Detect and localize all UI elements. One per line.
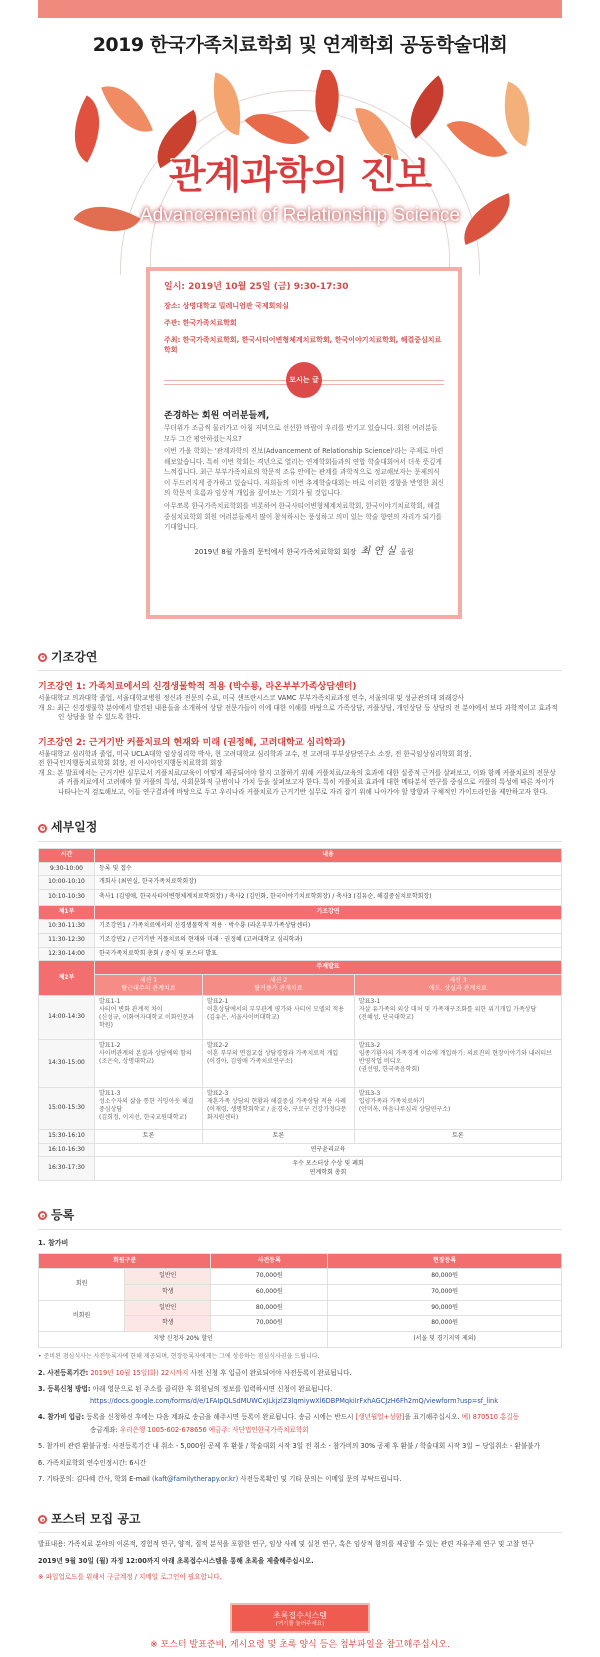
keynote-item xyxy=(38,737,562,798)
keynote-item xyxy=(38,681,562,723)
reg-credit: 6. 가족치료학회 연수인정시간: 6시간 xyxy=(38,1458,147,1467)
keynote-summary: 개 요: 최근 신경생물학 분야에서 발견된 내용들을 소개하여 상담 전문가들이 이에 대한 이해를 바탕으로 가족상담, 커플상담, 개인상담 등 상담의 전 분야에서 보다 과학적이고 효과적인 상담을 할 수 있도록 한다. xyxy=(38,703,558,722)
keynote-bio: 전 한국인지행동치료학회 회장, 전 아시아인지행동치료학회 회장 xyxy=(38,759,223,768)
invitation-card xyxy=(146,267,462,619)
table-row: 학생 70,000원 80,000원 xyxy=(39,1316,562,1332)
event-place: 장소: 상명대학교 밀레니엄관 국제회의실 xyxy=(164,301,289,310)
table-row: 비회원 일반인 80,000원 90,000원 xyxy=(39,1300,562,1316)
registration-form-link[interactable]: https://docs.google.com/forms/d/e/1FAIpQLSdMUWCxJLkjzlZ3lqmiywXl6DBPMqkiIrFxhAGCJzH6Fh2mQ/viewform?usp=sf_link xyxy=(90,1396,499,1405)
invitation-area xyxy=(0,267,600,649)
table-row: 회원 일반인 70,000원 80,000원 xyxy=(39,1269,562,1285)
schedule-head-content: 내용 xyxy=(95,848,562,862)
keynote-title: 기조강연 1: 가족치료에서의 신경생물학적 적용 (박수룡, 라온부부가족상담센터) xyxy=(38,681,357,692)
reg-period: 2. 사전등록기간: 2019년 10월 15일(화) 22시까지 사전 신청 후 입금이 완료되어야 사전등록이 완료됩니다. xyxy=(38,1368,352,1377)
poster-section xyxy=(38,1511,562,1652)
table-row: 11:30-12:30 기조강연2 / 근거기반 커플치료의 현재와 미래 · 권정혜 (고려대학교 심리학과) xyxy=(39,933,562,947)
invitation-divider xyxy=(164,362,444,398)
letter-paragraph: 아무쪼록 한국가족치료학회를 비롯하여 한국사티어변형체계치료학회, 한국이야기치료학회, 해결중심치료학회 회원 여러분들께서 많이 참석하시는 풍성하고 의미 있는 학술 향연의 자리가 되기를 기대합니다. xyxy=(164,502,442,532)
hero-subtitle: Advancement of Relationship Science xyxy=(139,204,461,226)
reg-payment: 4. 참가비 입금: 등록을 신청하신 후에는 다음 계좌로 송금을 해주시면 등록이 완료됩니다. 송금 시에는 반드시 [생년월일+성함]을 표기해주십시오. 예) 870510 홍길동 xyxy=(38,1413,520,1422)
table-row: 지방 신청자 20% 할인 (서울 및 경기지역 제외) xyxy=(39,1332,562,1348)
invitation-greeting: 존경하는 회원 여러분들께, xyxy=(164,411,270,422)
signature-name: 최 연 실 xyxy=(360,545,396,557)
target-icon xyxy=(38,653,47,662)
table-row: 15:00-15:30 발표1-3 성소수자의 삶을 통한 커밍아웃 해결중심상담 (김희정, 이지선, 한국교원대학교) 발표2-3 재혼가족 상담의 현황과 해결중심 가족상담 적용 사례 (이재령, 생명학회학교 / 윤경숙, 구로구 건강가정다문화지원센터) 발표3-3 입양가족과 가족치료하기 (안미옥, 마음나루심리 상담연구소) xyxy=(39,1087,562,1129)
target-icon xyxy=(38,1211,47,1220)
table-row: 10:10-10:30 축사1 (김영애, 한국사티어변형체계치료학회장) / 축사2 (김민화, 한국이야기치료학회장) / 축사3 (김유순, 해결중심치료학회장) xyxy=(39,890,562,906)
table-row: 15:30-16:10 토론 토론 토론 xyxy=(39,1129,562,1143)
reg-refund: 5. 참가비 관련 환불규정: 사전등록기간 내 취소 - 5,000원 공제 후 환불 / 학술대회 시작 3일 전 취소 - 참가비의 30% 공제 후 환불 / 학술대회 시작 3일 ~ 당일취소 - 환불불가 xyxy=(38,1442,540,1451)
letter-paragraph: 무더위가 조금씩 물러가고 아침 저녁으로 선선한 바람이 우리를 반기고 있습니다. 회원 여러분들 모두 그간 평안하셨는지요? xyxy=(164,424,438,443)
keynote-heading: 기조강연 xyxy=(38,649,562,671)
invitation-badge: 모시는 글 xyxy=(286,362,322,398)
page-title: 2019 한국가족치료학회 및 연계학회 공동학술대회 xyxy=(92,34,508,56)
hero-banner xyxy=(0,70,600,275)
keynote-bio: 서울대학교 의과대학 졸업, 서울대학교병원 정신과 전문의 수료, 미국 샌프란시스코 VAMC 부부가족치료과정 연수, 서울의대 및 성균관의대 외래강사 xyxy=(38,693,465,702)
table-row: 9:30-10:00 등록 및 접수 xyxy=(39,862,562,876)
table-row: 제1부 기조강연 xyxy=(39,906,562,920)
registration-details xyxy=(38,1369,562,1485)
table-row: 10:30-11:30 기조강연1 / 가족치료에서의 신경생물학적 적용 · 박수룡 (라온부부가족상담센터) xyxy=(39,920,562,934)
table-row: 16:30-17:30 우수 포스터상 수상 및 폐회 연계학회 총회 xyxy=(39,1157,562,1181)
poster-footer-note: ※ 포스터 발표준비, 게시요령 및 초록 양식 등은 첨부파일을 참고해주십시오. xyxy=(150,1639,450,1650)
hero-title: 관계과학의 진보 xyxy=(168,152,432,197)
schedule-table xyxy=(38,848,562,1181)
fee-title: 1. 참가비 xyxy=(38,1238,69,1247)
keynote-title: 기조강연 2: 근거기반 커플치료의 현재와 미래 (권정혜, 고려대학교 심리학과) xyxy=(38,737,346,748)
table-row: 제2부 주제발표 xyxy=(39,961,562,975)
keynote-section xyxy=(38,649,562,798)
event-host: 주관: 한국가족치료학회 xyxy=(164,318,237,327)
keynote-summary: 개 요: 본 발표에서는 근거기반 실무로서 커플치료/교육이 어떻게 제공되어야 할지 고찰하기 위해 커플치료/교육의 효과에 대한 실증적 근거를 살펴보고, 이와 함께 커플치료의 전문상과 커플치료에서 고려해야 할 커플의 특성, 사회문화적 규범이나 가치 등을 살펴보고자 한다. 특히 커플치료 효과에 대한 메타분석 연구를 중심으로 커플의 특성에 따른 차이가 나타나는지 검토해보고, 이들 연구결과에 바탕으로 두고 우리나라 커플치료가 근거기반 실무로 자리 잡기 위해 나아가야 할 방향과 구체적인 가이드라인을 제안하고자 한다. xyxy=(38,768,556,796)
target-icon xyxy=(38,824,47,833)
leaf-decoration xyxy=(493,81,541,146)
poster-heading: 포스터 모집 공고 xyxy=(38,1511,562,1533)
schedule-section xyxy=(38,819,562,1181)
keynote-bio: 서울대학교 심리학과 졸업, 미국 UCLA대학 임상심리학 박사, 현 고려대학교 심리학과 교수, 전 고려대 부부상담연구소 소장, 전 한국임상심리학회 회장, xyxy=(38,749,472,758)
poster-login-note: ※ 파일업로드를 위해서 구글계정 / 지메일 로그인이 필요합니다. xyxy=(38,1573,222,1582)
letter-paragraph: 이번 가을 학회는 '관계과학의 진보(Advancement of Relationship Science)'라는 주제로 마련해보았습니다. 특히 이번 학회는 격년으로 열리는 연계학회들과의 연합 학술대회여서 더욱 뜻깊게 느껴집니다. 최근 부부가족치료의 학문적 조류 안에는 관계를 과학적으로 정교해보자는 문제의식이 두드러지게 증가하고 있습니다. 저희들의 이번 추계학술대회는 바로 이러한 경향을 반영한 최신의 학문적 흐름과 임상적 개입을 짚어보는 기회가 될 것입니다. xyxy=(164,447,444,498)
event-date: 일시: 2019년 10월 25일 (금) 9:30-17:30 xyxy=(164,281,349,292)
registration-heading: 등록 xyxy=(38,1207,562,1229)
abstract-submit-button[interactable]: 초록접수시스템 (여기를 눌러주세요) xyxy=(230,1603,370,1633)
target-icon xyxy=(38,1515,47,1524)
top-accent-bar xyxy=(38,0,562,18)
reg-contact: 7. 기타문의: 김다혜 간사, 학회 E-mail (kaft@familytherapy.or.kr) 사전등록확인 및 기타 문의는 이메일 문의 부탁드립니다. xyxy=(38,1475,402,1484)
reg-account: 송금계좌: 우리은행 1005-602-678656 예금주: 사단법인한국가족치료학회 xyxy=(90,1425,309,1434)
poster-content: 발표내용: 가족치료 분야의 이론적, 경험적 연구, 양적, 질적 분석을 포함한 연구, 임상 사례 및 실천 연구, 혹은 임상적 함의를 제공할 수 있는 관련 자유주제 연구 및 고찰 연구 xyxy=(38,1540,535,1549)
event-organizer: 주최: 한국가족치료학회, 한국사티어변형체계치료학회, 한국이야기치료학회, 해결중심치료학회 xyxy=(164,335,442,355)
session-header: 세션 2 탈커플가 관계치료 xyxy=(202,975,354,996)
table-row: 14:00-14:30 발표1-1 사티어 변화 관계적 차이 (신성규, 이화여자대학교 이화인문과학원) 발표2-1 이혼상담에서의 부부관계 평가와 사티어 모델의 적용 (김유은, 서울사이버대학교) 발표3-1 자살 유가족의 외상 대처 및 가족재구조화를 위한 위기개입 가족상담 (전혜성, 단국대학교) xyxy=(39,995,562,1039)
table-row: 14:30-15:00 발표1-2 사이버관계의 본질과 상담에의 함의 (조은숙, 상명대학교) 발표2-2 이혼 부부의 면접교섭 상담경험과 가족치료적 개입 (이경아, 김영애 가족치료연구소) 발표3-2 임종기환자의 가족경계 이슈에 개입하기: 의료진의 현장이야기와 내러티브 반영작업 비디오 (권선영, 한국죽음학회) xyxy=(39,1039,562,1087)
registration-section xyxy=(38,1207,562,1485)
contact-email-link[interactable]: (kaft@familytherapy.or.kr) xyxy=(151,1475,239,1484)
leaf-decoration xyxy=(101,75,153,141)
reg-method: 3. 등록신청 방법: 아래 영문으로 된 주소를 클릭한 후 회원님의 정보를 입력하시면 신청이 완료됩니다. xyxy=(38,1385,333,1394)
schedule-heading: 세부일정 xyxy=(38,819,562,841)
session-header: 세션 1 탈근대주의 관계치료 xyxy=(95,975,203,996)
invitation-letter xyxy=(164,423,444,532)
fee-table: 회원구분 사전등록 현장등록 회원 일반인 70,000원 80,000원 학생 60,000원 70,000원 비회원 일반인 80,000원 90,000원 학생 70,000원 80,000원 지방 신청자 20% 할인 (서울 및 경기지역 제외) xyxy=(38,1253,562,1348)
table-row: 12:30-14:00 한국가족치료학회 총회 / 중식 및 포스터 발표 xyxy=(39,947,562,961)
table-row: 16:10-16:30 연구윤리교육 xyxy=(39,1143,562,1157)
fee-note: • 준비된 점심식사는 사전등록자에 한해 제공되며, 현장등록자에게는 그에 상응하는 점심식사권을 드립니다. xyxy=(38,1352,320,1360)
invitation-signature: 2019년 8월 가을의 문턱에서 한국가족치료학회 회장 최 연 실 올림 xyxy=(194,545,414,557)
schedule-head-time: 시간 xyxy=(39,848,95,862)
table-row xyxy=(39,975,562,996)
session-header: 세션 3 에도, 상실과 관계치료 xyxy=(354,975,561,996)
table-row: 학생 60,000원 70,000원 xyxy=(39,1285,562,1301)
poster-deadline: 2019년 9월 30일 (월) 자정 12:00까지 아래 초록접수시스템을 통해 초록을 제출해주십시오. xyxy=(38,1556,314,1565)
table-row: 10:00-10:10 개회사 (최연실, 한국가족치료학회장) xyxy=(39,876,562,890)
